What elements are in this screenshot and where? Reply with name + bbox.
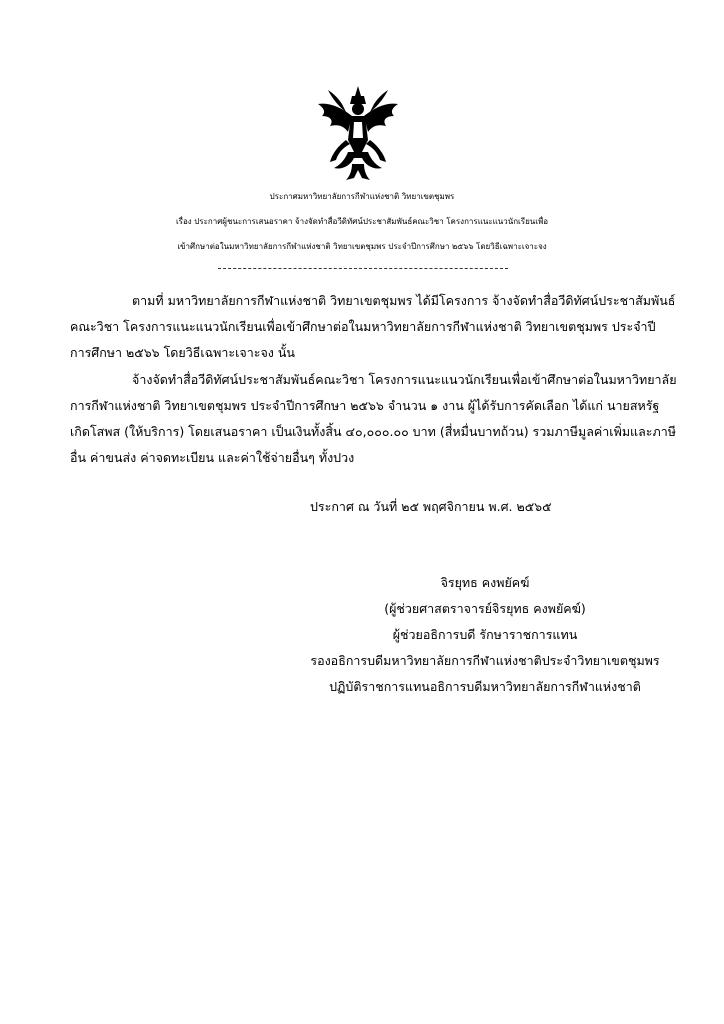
paragraph-1-line-3: การศึกษา ๒๕๖๖ โดยวิธีเฉพาะเจาะจง นั้น xyxy=(70,345,295,360)
paragraph-2-line-3: เกิดโสพส (ให้บริการ) โดยเสนอราคา เป็นเงินทั้งสิ้น ๔๐,๐๐๐.๐๐ บาท (สี่หมื่นบาทถ้วน) รวมภาษีมูลค่าเพิ่มและภาษี xyxy=(70,424,676,439)
signer-name: จิรยุทธ คงพยัคฆ์ xyxy=(440,575,530,590)
paragraph-1-line-1: ตามที่ มหาวิทยาลัยการกีฬาแห่งชาติ วิทยาเขตชุมพร ได้มีโครงการ จ้างจัดทำสื่อวีดิทัศน์ประชาสัมพันธ์ xyxy=(132,293,676,308)
signer-full-title: (ผู้ช่วยศาสตราจารย์จิรยุทธ คงพยัคฆ์) xyxy=(384,601,586,616)
signer-position-1: ผู้ช่วยอธิการบดี รักษาราชการแทน xyxy=(392,627,578,642)
garuda-emblem-icon xyxy=(308,82,408,182)
signer-position-2: รองอธิการบดีมหาวิทยาลัยการกีฬาแห่งชาติประจำวิทยาเขตชุมพร xyxy=(310,653,660,668)
paragraph-2-line-4: อื่น ค่าขนส่ง ค่าจดทะเบียน และค่าใช้จ่ายอื่นๆ ทั้งปวง xyxy=(70,450,355,465)
subject-line-2: เข้าศึกษาต่อในมหาวิทยาลัยการกีฬาแห่งชาติ วิทยาเขตชุมพร ประจำปีการศึกษา ๒๕๖๖ โดยวิธีเฉพาะเจาะจง xyxy=(177,242,547,251)
paragraph-2-line-2: การกีฬาแห่งชาติ วิทยาเขตชุมพร ประจำปีการศึกษา ๒๕๖๖ จำนวน ๑ งาน ผู้ได้รับการคัดเลือก ได้แก่ นายสหรัฐ xyxy=(70,398,660,413)
paragraph-2-line-1: จ้างจัดทำสื่อวีดิทัศน์ประชาสัมพันธ์คณะวิชา โครงการแนะแนวนักเรียนเพื่อเข้าศึกษาต่อในมหาวิทยาลัย xyxy=(132,372,677,387)
subject-line-1: เรื่อง ประกาศผู้ชนะการเสนอราคา จ้างจัดทำสื่อวีดิทัศน์ประชาสัมพันธ์คณะวิชา โครงการแนะแนวนักเรียนเพื่อ xyxy=(175,217,549,226)
signer-position-3: ปฏิบัติราชการแทนอธิการบดีมหาวิทยาลัยการกีฬาแห่งชาติ xyxy=(329,679,641,694)
announced-date: ประกาศ ณ วันที่ ๒๕ พฤศจิกายน พ.ศ. ๒๕๖๕ xyxy=(310,499,552,514)
divider-line xyxy=(218,268,508,269)
paragraph-1-line-2: คณะวิชา โครงการแนะแนวนักเรียนเพื่อเข้าศึกษาต่อในมหาวิทยาลัยการกีฬาแห่งชาติ วิทยาเขตชุมพร ประจำปี xyxy=(70,319,656,334)
announcement-title: ประกาศมหาวิทยาลัยการกีฬาแห่งชาติ วิทยาเขตชุมพร xyxy=(269,192,455,201)
